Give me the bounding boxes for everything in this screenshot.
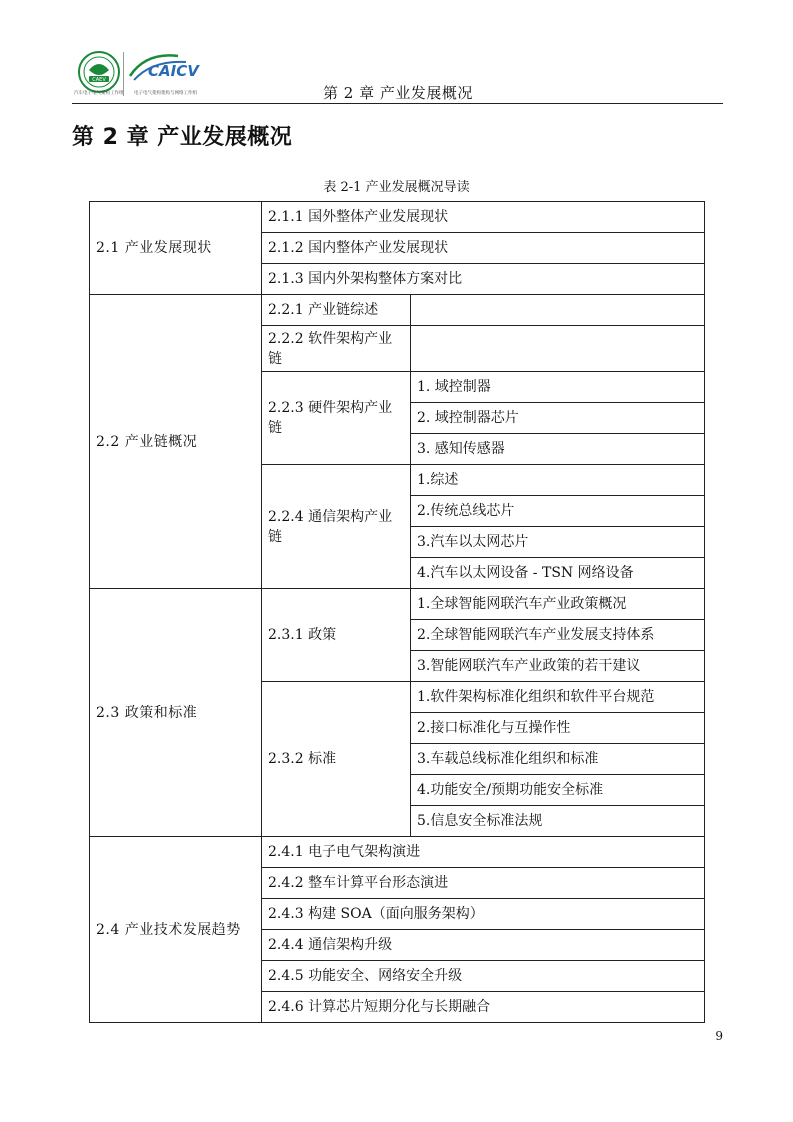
table-row <box>90 202 705 233</box>
section-cell: 2.4 产业技术发展趋势 <box>90 837 262 1023</box>
topic-cell: 3. 感知传感器 <box>411 434 705 465</box>
caicv-logo-caption: 电子电气架构架构与网络工作组 <box>134 91 197 96</box>
topic-cell: 2.传统总线芯片 <box>411 496 705 527</box>
topic-cell: 3.汽车以太网芯片 <box>411 527 705 558</box>
topic-cell: 5.信息安全标准法规 <box>411 806 705 837</box>
section-cell: 2.2 产业链概况 <box>90 295 262 589</box>
empty-topic-cell <box>411 326 705 372</box>
subsection-cell: 2.4.4 通信架构升级 <box>262 930 705 961</box>
topic-cell: 4.功能安全/预期功能安全标准 <box>411 775 705 806</box>
topic-cell: 1. 域控制器 <box>411 372 705 403</box>
empty-topic-cell <box>411 295 705 326</box>
topic-cell: 2. 域控制器芯片 <box>411 403 705 434</box>
subsection-cell: 2.2.3 硬件架构产业链 <box>262 372 411 465</box>
subsection-cell: 2.4.5 功能安全、网络安全升级 <box>262 961 705 992</box>
caev-badge-text: CAEV <box>92 77 106 83</box>
header-rule <box>72 103 723 104</box>
subsection-cell: 2.4.2 整车计算平台形态演进 <box>262 868 705 899</box>
table-row <box>90 837 705 868</box>
caev-logo-icon <box>75 50 123 94</box>
topic-cell: 1.综述 <box>411 465 705 496</box>
table-row <box>90 589 705 620</box>
table-caption: 表 2-1 产业发展概况导读 <box>323 180 470 195</box>
outline-table-body <box>90 202 705 1023</box>
topic-cell: 3.智能网联汽车产业政策的若干建议 <box>411 651 705 682</box>
subsection-cell: 2.4.1 电子电气架构演进 <box>262 837 705 868</box>
topic-cell: 1.软件架构标准化组织和软件平台规范 <box>411 682 705 713</box>
running-title: 第 2 章 产业发展概况 <box>323 84 473 102</box>
topic-cell: 4.汽车以太网设备 - TSN 网络设备 <box>411 558 705 589</box>
subsection-cell: 2.1.1 国外整体产业发展现状 <box>262 202 705 233</box>
table-row <box>90 295 705 326</box>
section-cell: 2.3 政策和标准 <box>90 589 262 837</box>
subsection-cell: 2.3.2 标准 <box>262 682 411 837</box>
caicv-logo-text: CAICV <box>148 62 199 80</box>
topic-cell: 2.全球智能网联汽车产业发展支持体系 <box>411 620 705 651</box>
topic-cell: 3.车载总线标准化组织和标准 <box>411 744 705 775</box>
caicv-logo-icon <box>126 50 206 88</box>
section-cell: 2.1 产业发展现状 <box>90 202 262 295</box>
subsection-cell: 2.3.1 政策 <box>262 589 411 682</box>
page-header <box>72 46 723 104</box>
subsection-cell: 2.1.3 国内外架构整体方案对比 <box>262 264 705 295</box>
outline-table <box>89 201 705 1023</box>
subsection-cell: 2.2.4 通信架构产业链 <box>262 465 411 589</box>
subsection-cell: 2.2.1 产业链综述 <box>262 295 411 326</box>
page-number: 9 <box>715 1029 723 1043</box>
subsection-cell: 2.1.2 国内整体产业发展现状 <box>262 233 705 264</box>
topic-cell: 2.接口标准化与互操作性 <box>411 713 705 744</box>
subsection-cell: 2.4.3 构建 SOA（面向服务架构） <box>262 899 705 930</box>
chapter-title: 第 2 章 产业发展概况 <box>72 125 293 150</box>
subsection-cell: 2.2.2 软件架构产业链 <box>262 326 411 372</box>
logo-divider <box>123 52 124 96</box>
caev-logo-caption: 汽车电子电气架构工作组 <box>74 91 124 96</box>
topic-cell: 1.全球智能网联汽车产业政策概况 <box>411 589 705 620</box>
subsection-cell: 2.4.6 计算芯片短期分化与长期融合 <box>262 992 705 1023</box>
